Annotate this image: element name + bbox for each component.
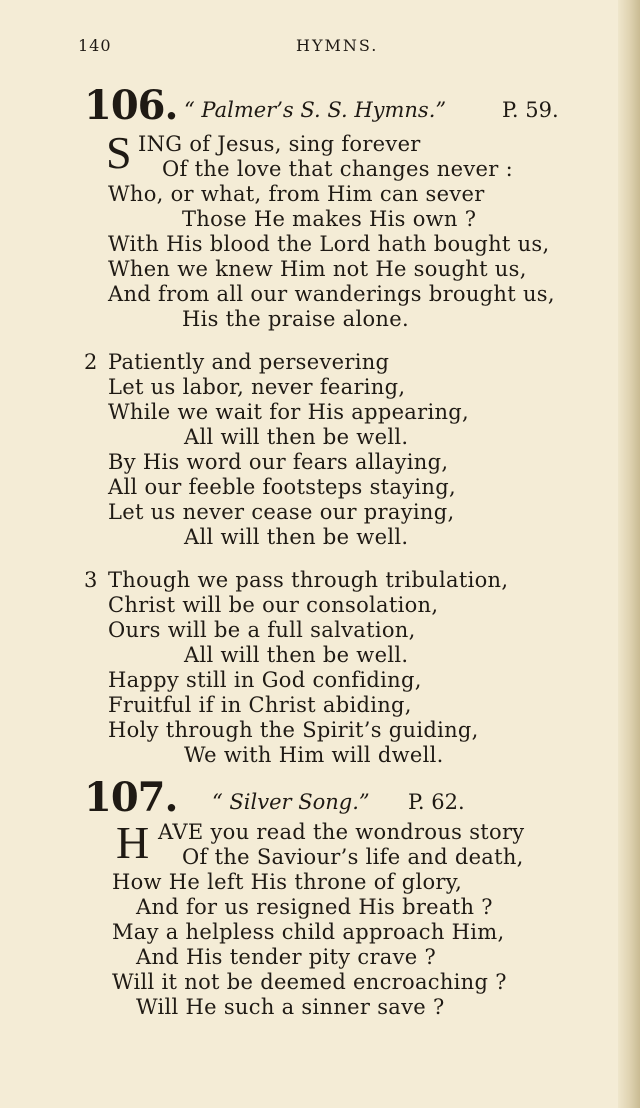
hymn-line: We with Him will dwell. <box>184 743 444 767</box>
tune-page-reference: P. 59. <box>502 98 559 122</box>
hymn-line: Let us never cease our praying, <box>108 500 455 524</box>
hymn-line: Who, or what, from Him can sever <box>108 182 485 206</box>
page-edge <box>618 0 640 1108</box>
tune-name: “ Palmer’s S. S. Hymns.” <box>184 98 447 122</box>
hymn-heading <box>84 82 584 128</box>
hymn-number: 106. <box>84 82 178 129</box>
hymn-line: Fruitful if in Christ abiding, <box>108 693 412 717</box>
hymn-line: Happy still in God confiding, <box>108 668 422 692</box>
hymn-line: All our feeble footsteps staying, <box>108 475 456 499</box>
hymn-line: Holy through the Spirit’s guiding, <box>108 718 479 742</box>
hymn-line: Will it not be deemed encroaching ? <box>112 970 507 994</box>
hymn-line: Let us labor, never fearing, <box>108 375 406 399</box>
hymn-line: While we wait for His appearing, <box>108 400 470 424</box>
hymn-line: ING of Jesus, sing forever <box>138 132 421 156</box>
running-title: HYMNS. <box>296 36 379 55</box>
hymn-number: 107. <box>84 774 178 821</box>
hymn-line: His the praise alone. <box>182 307 409 331</box>
hymn-line: Will He such a sinner save ? <box>136 995 445 1019</box>
hymn-line: May a helpless child approach Him, <box>112 920 505 944</box>
hymn-line: All will then be well. <box>184 525 409 549</box>
hymn-line: And for us resigned His breath ? <box>136 895 493 919</box>
drop-cap: H <box>116 817 150 868</box>
tune-name: “ Silver Song.” <box>212 790 370 814</box>
hymn-line: Of the Saviour’s life and death, <box>182 845 524 869</box>
hymn-line: Christ will be our consolation, <box>108 593 439 617</box>
drop-cap: S <box>106 127 132 178</box>
hymn-line: Ours will be a full salvation, <box>108 618 416 642</box>
page-number: 140 <box>78 36 112 55</box>
hymn-line: AVE you read the wondrous story <box>158 820 525 844</box>
hymn-line: Those He makes His own ? <box>182 207 477 231</box>
hymn-line: And from all our wanderings brought us, <box>108 282 555 306</box>
hymn-line: Though we pass through tribulation, <box>108 568 509 592</box>
hymn-line: How He left His throne of glory, <box>112 870 463 894</box>
hymn-line: And His tender pity crave ? <box>136 945 437 969</box>
hymn-line: When we knew Him not He sought us, <box>108 257 527 281</box>
stanza-number: 2 <box>84 350 98 374</box>
page-header <box>78 36 598 60</box>
hymn-line: Patiently and persevering <box>108 350 390 374</box>
hymn-line: All will then be well. <box>184 425 409 449</box>
hymn-line: All will then be well. <box>184 643 409 667</box>
tune-page-reference: P. 62. <box>408 790 465 814</box>
hymn-heading <box>84 774 504 820</box>
hymn-line: By His word our fears allaying, <box>108 450 449 474</box>
stanza-number: 3 <box>84 568 98 592</box>
hymn-line: Of the love that changes never : <box>162 157 513 181</box>
hymn-line: With His blood the Lord hath bought us, <box>108 232 550 256</box>
